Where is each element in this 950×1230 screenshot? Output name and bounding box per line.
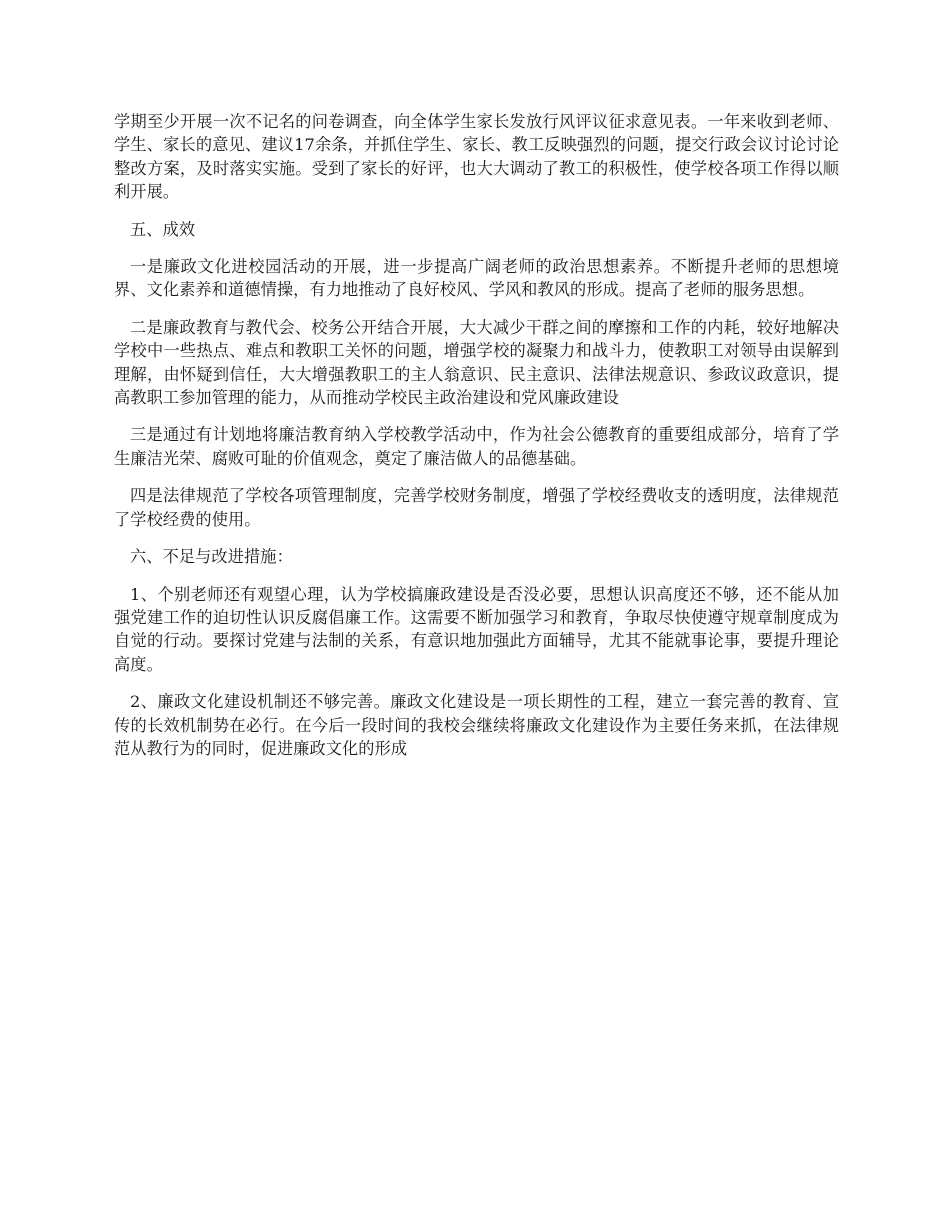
paragraph-shortcoming-1: 1、个别老师还有观望心理，认为学校搞廉政建设是否没必要，思想认识高度还不够，还不能从加强党建工作的迫切性认识反腐倡廉工作。这需要不断加强学习和教育，争取尽快使遵守规章制度成为自觉的行动。要探讨党建与法制的关系，有意识地加强此方面辅导，尤其不能就事论事，要提升理论高度。	[114, 584, 839, 674]
paragraph-result-4: 四是法律规范了学校各项管理制度，完善学校财务制度，增强了学校经费收支的透明度，法律规范了学校经费的使用。	[114, 486, 839, 529]
paragraph-shortcoming-2: 2、廉政文化建设机制还不够完善。廉政文化建设是一项长期性的工程，建立一套完善的教育、宣传的长效机制势在必行。在今后一段时间的我校会继续将廉政文化建设作为主要任务来抓，在法律规范从教行为的同时，促进廉政文化的形成	[114, 692, 839, 758]
paragraph-survey: 学期至少开展一次不记名的问卷调查，向全体学生家长发放行风评议征求意见表。一年来收到老师、学生、家长的意见、建议17余条，并抓住学生、家长、教工反映强烈的问题，提交行政会议讨论讨论整改方案，及时落实实施。受到了家长的好评，也大大调动了教工的积极性，使学校各项工作得以顺利开展。	[114, 112, 839, 202]
paragraph-result-3: 三是通过有计划地将廉洁教育纳入学校教学活动中，作为社会公德教育的重要组成部分，培育了学生廉洁光荣、腐败可耻的价值观念，奠定了廉洁做人的品德基础。	[114, 425, 839, 468]
paragraph-result-2: 二是廉政教育与教代会、校务公开结合开展，大大减少干群之间的摩擦和工作的内耗，较好地解决学校中一些热点、难点和教职工关怀的问题，增强学校的凝聚力和战斗力，使教职工对领导由误解到理解，由怀疑到信任，大大增强教职工的主人翁意识、民主意识、法律法规意识、参政议政意识，提高教职工参加管理的能力，从而推动学校民主政治建设和党风廉政建设	[114, 317, 839, 408]
heading-results: 五、成效	[130, 219, 196, 239]
document-body	[114, 110, 839, 774]
heading-shortcomings: 六、不足与改进措施：	[130, 547, 293, 567]
paragraph-result-1: 一是廉政文化进校园活动的开展，进一步提高广阔老师的政治思想素养。不断提升老师的思想境界、文化素养和道德情操，有力地推动了良好校风、学风和教风的形成。提高了老师的服务思想。	[114, 257, 839, 300]
